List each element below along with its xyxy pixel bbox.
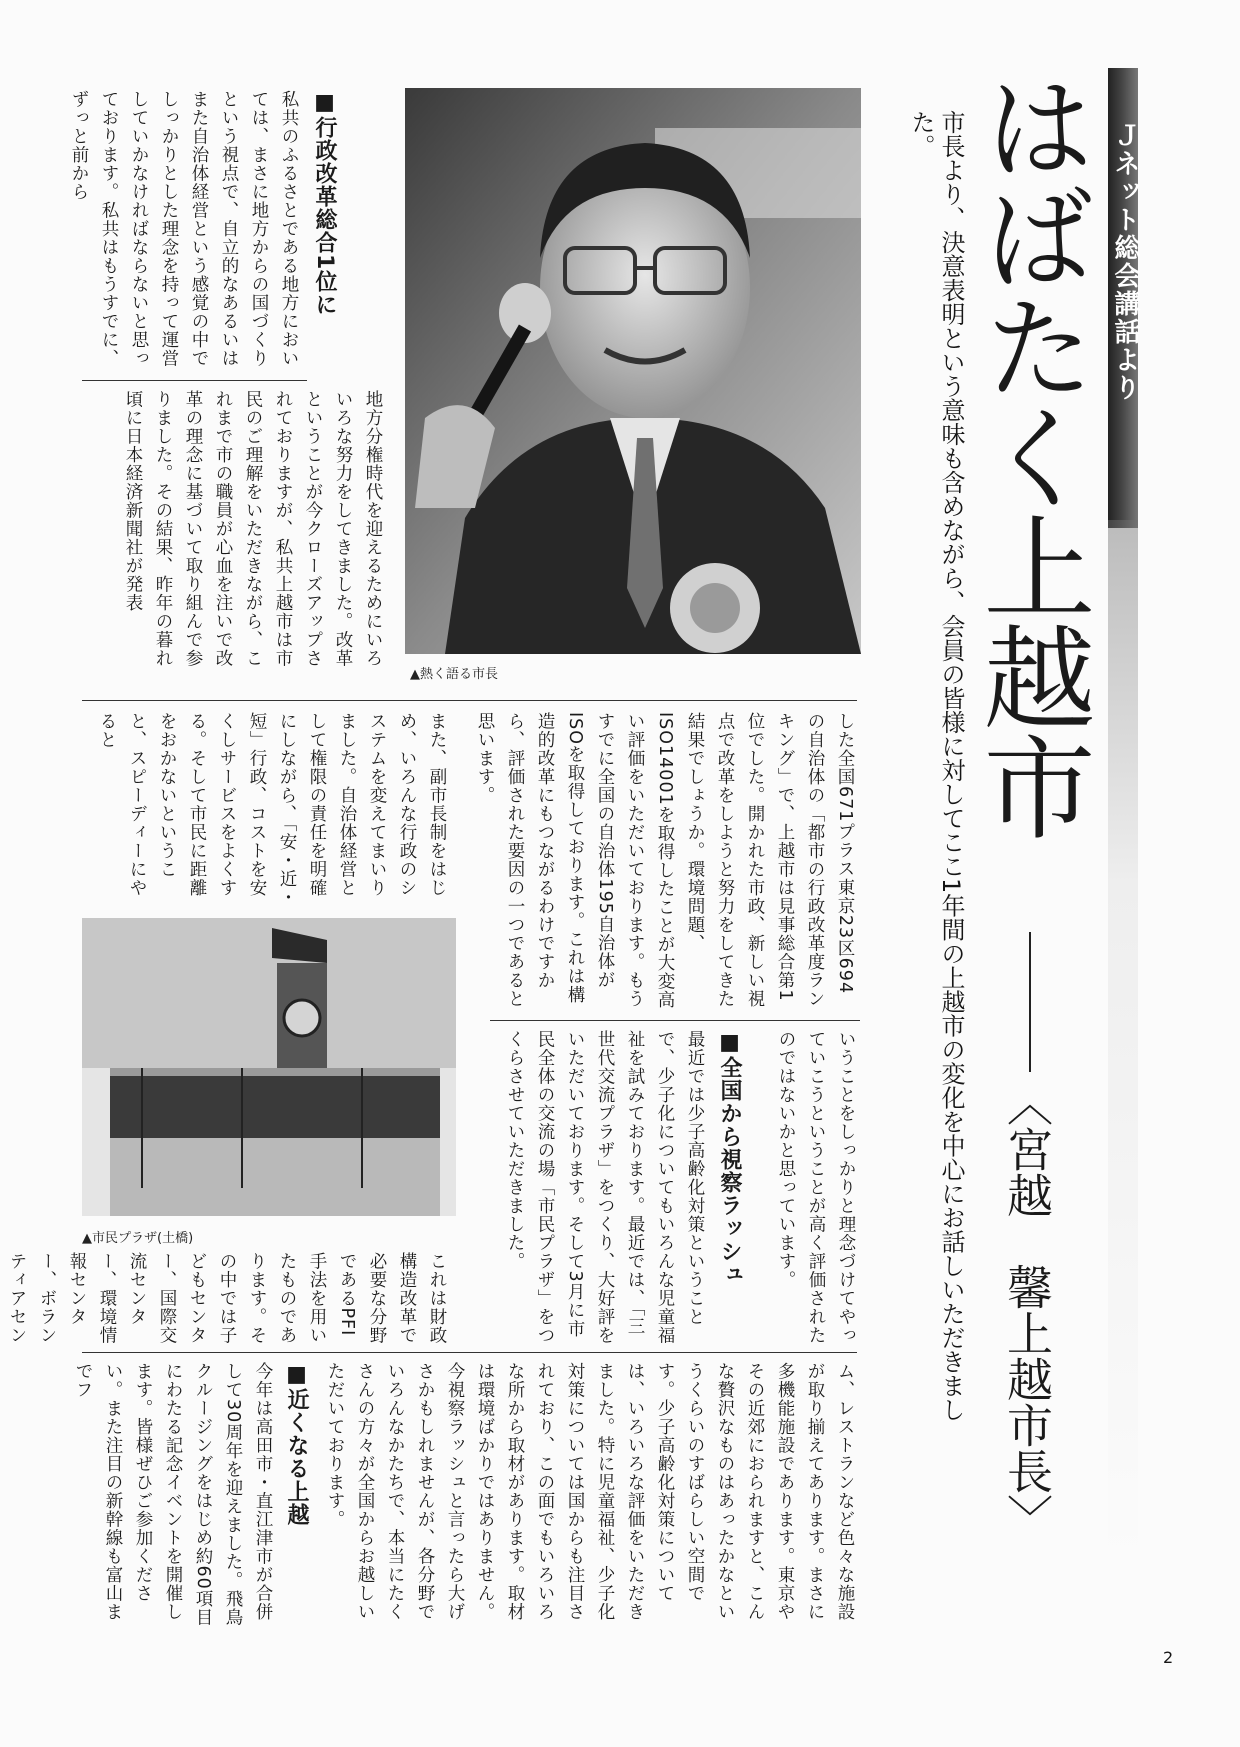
section-heading-reform: ■行政改革総合1位に	[312, 90, 337, 317]
section-text-facilities: ム、レストランなど色々な施設が取り揃えてあります。まさに多機能施設であります。東京やその近郊におられますと、こんな贅沢なものはあったかなというくらいのすばらしい空間です。少子高齢化対策については、いろいろな評価をいただきました。特に児童福祉、少子化対策については国からも注目されており、この面でもいろいろな所から取材があります。取材は環境ばかりではありません。今視察ラッシュと言ったら大げさかもしれませんが、各分野でいろんなかたちで、本当にたくさんの方々が全国からお越しいただいております。	[325, 1362, 855, 1621]
section-text-pfi: これは財政構造改革で必要な分野であるPFI手法を用いたものであります。その中では子どもセンター、国際交流センター、環境情報センター、ボランティアセン	[7, 1252, 447, 1345]
article-title: はばたく上越市	[965, 70, 1095, 840]
section-text-reform: 私共のふるさとである地方においては、まさに地方からの国づくりという視点で、自立的なあるいはまた自治体経営という感覚の中でしっかりとした理念を持って運営していかなければならないと思っております。私共はもうすでに、ずっと前から	[69, 90, 299, 368]
civic-plaza-caption: ▲市民プラザ(土橋)	[82, 1231, 194, 1246]
civic-plaza-photo	[82, 918, 456, 1216]
divider-bottom	[82, 1352, 857, 1353]
divider-top-left	[82, 380, 307, 381]
section-text-closer: 今年は高田市・直江津市が合併して30周年を迎えました。飛鳥クルージングをはじめ約60項目にわたる記念イベントを開催します。皆様ぜひご参加ください。また注目の新幹線も富山までフ	[73, 1362, 273, 1627]
civic-plaza-image	[82, 918, 456, 1216]
divider-middle	[82, 700, 857, 701]
page-number: 2	[1163, 1648, 1174, 1667]
section-text-inspections: 最近では少子高齢化対策ということで、少子化についてもいろんな児童福祉を試みております。最近では、「三世代交流プラザ」をつくり、大好評をいただいております。そして3月に市民全体の交流の場「市民プラザ」をつくらさせていただきました。	[505, 1030, 705, 1345]
mayor-photo-caption: ▲熱く語る市長	[410, 667, 498, 682]
header-label: Ｊネット総会講話より	[1110, 122, 1140, 402]
section-heading-inspections: ■全国から視察ラッシュ	[717, 1030, 742, 1286]
mayor-photo	[405, 88, 861, 654]
section-text-ranking: した全国671プラス東京23区694の自治体の「都市の行政改革度ランキング」で、上越市は見事総合第1位でした。開かれた市政、新しい視点で改革をしようと努力をしてきた結果でしょうか。環境問題、ISO14001を取得したことが大変高い評価をいただいております。もうすでに全国の自治体195自治体がISOを取得しております。これは構造的改革にもつながるわけですから、評価された要因の一つであると思います。	[475, 712, 855, 1010]
section-text-evaluation: いうことをしっかりと理念づけてやっていこうということが高く評価されたのではないかと思っています。	[776, 1030, 856, 1345]
author-line: 〈宮越 馨上越市長〉	[1000, 1080, 1054, 1540]
title-dash	[1029, 932, 1031, 1072]
section-text-vice-mayor: また、副市長制をはじめ、いろんな行政のシステムを変えてまいりました。自治体経営として権限の責任を明確にしながら、「安・近・短」行政、コストを安くしサービスをよくする。そして市民に距離をおかないということ、スピーディーにやると	[97, 712, 447, 907]
lead-text: 市長より、決意表明という意味も含めながら、会員の皆様に対してここ1年間の上越市の変化を中心にお話しいただきました。	[907, 110, 965, 1422]
divider-right-mid	[490, 1020, 860, 1021]
mayor-photo-image	[405, 88, 861, 654]
section-text-decentralization: 地方分権時代を迎えるためにいろいろな努力をしてきました。改革ということが今クローズアップされておりますが、私共上越市は市民のご理解をいただきながら、これまで市の職員が心血を注いで改革の理念に基づいて取り組んで参りました。その結果、昨年の暮れ頃に日本経済新聞社が発表	[123, 390, 383, 668]
section-heading-closer: ■近くなる上越	[284, 1362, 309, 1526]
header-band-fade	[1108, 520, 1138, 1560]
